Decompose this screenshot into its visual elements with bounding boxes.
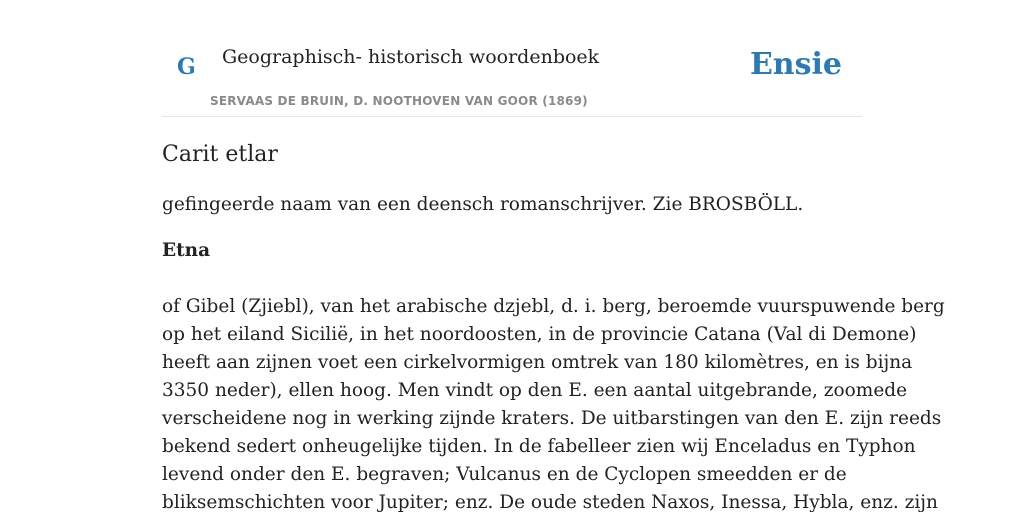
body-line: levend onder den E. begraven; Vulcanus en de Cyclopen smeedden er de bbox=[162, 464, 847, 485]
site-header bbox=[162, 0, 862, 117]
entry-body-etna bbox=[162, 293, 945, 512]
body-line: op het eiland Sicilië, in het noordoosten, in de provincie Catana (Val di Demone) bbox=[162, 324, 917, 345]
entry-title: Carit etlar bbox=[162, 142, 278, 167]
body-line: of Gibel (Zjiebl), van het arabische dzjebl, d. i. berg, beroemde vuurspuwende berg bbox=[162, 296, 945, 317]
body-line: heeft aan zijnen voet een cirkelvormigen omtrek van 180 kilomètres, en is bijna bbox=[162, 352, 913, 373]
book-logo-icon[interactable]: G bbox=[177, 54, 196, 80]
body-line: bekend sedert onheugelijke tijden. In de fabelleer zien wij Enceladus en Typhon bbox=[162, 436, 916, 457]
body-line: verscheidene nog in werking zijnde kraters. De uitbarstingen van den E. zijn reeds bbox=[162, 408, 942, 429]
entry-heading-etna: Etna bbox=[162, 240, 211, 261]
book-title-link[interactable]: Geographisch- historisch woordenboek bbox=[222, 46, 600, 68]
body-line: bliksemschichten voor Jupiter; enz. De oude steden Naxos, Inessa, Hybla, enz. zijn bbox=[162, 492, 938, 512]
book-authors-meta: SERVAAS DE BRUIN, D. NOOTHOVEN VAN GOOR (1869) bbox=[210, 94, 588, 108]
ensie-logo-link[interactable]: Ensie bbox=[749, 47, 842, 82]
dictionary-content bbox=[162, 139, 945, 512]
body-line: 3350 neder), ellen hoog. Men vindt op den E. een aantal uitgebrande, zoomede bbox=[162, 380, 908, 401]
entry-definition: gefingeerde naam van een deensch romanschrijver. Zie BROSBÖLL. bbox=[162, 194, 804, 215]
